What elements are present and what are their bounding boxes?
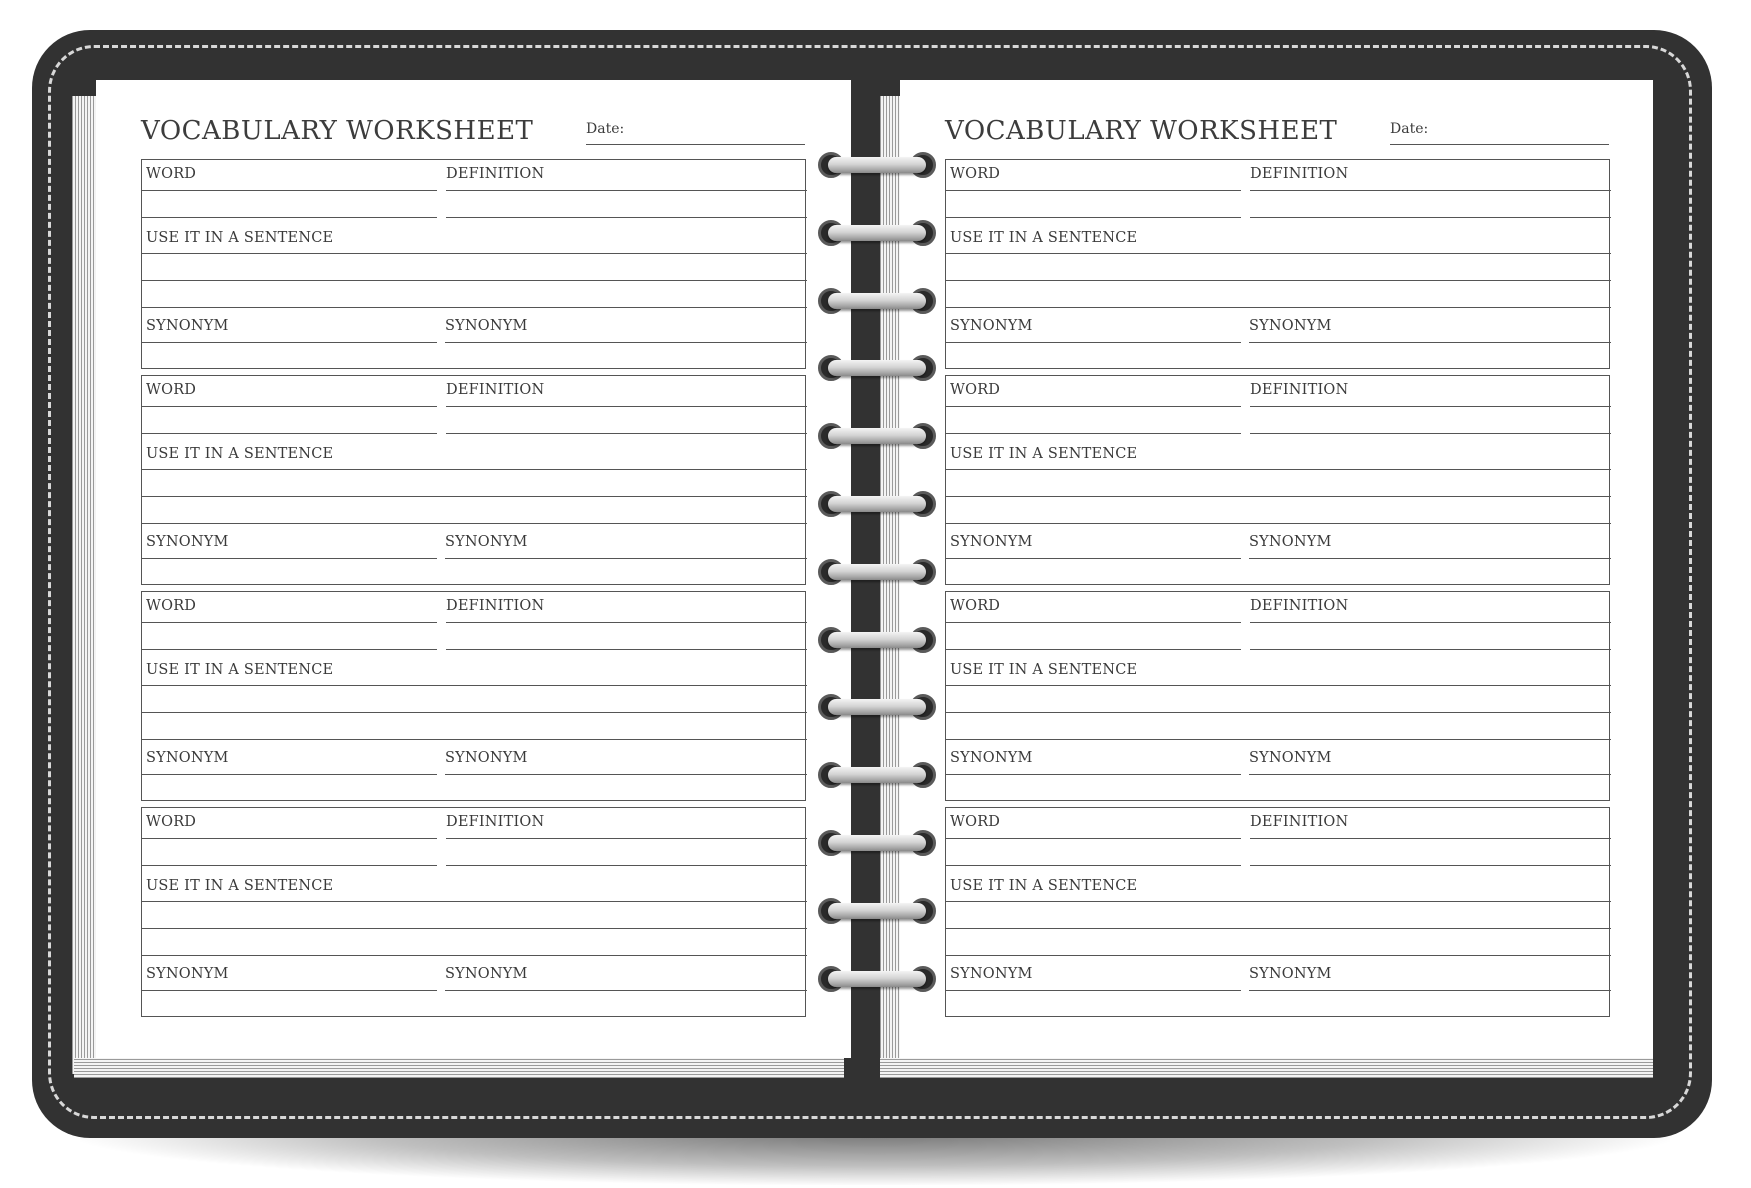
vocab-entry xyxy=(141,159,806,369)
sentence-answer-line[interactable] xyxy=(946,496,1611,497)
sentence-rule[interactable] xyxy=(142,469,807,470)
vocab-entry xyxy=(945,159,1610,369)
definition-label: DEFINITION xyxy=(1250,382,1349,398)
synonym-label: SYNONYM xyxy=(445,750,528,766)
date-label: Date: xyxy=(1390,121,1429,137)
synonym-rule[interactable] xyxy=(946,342,1241,343)
vocab-entry xyxy=(141,807,806,1017)
sentence-label: USE IT IN A SENTENCE xyxy=(950,446,1138,462)
word-label: WORD xyxy=(950,598,1001,614)
definition-rule[interactable] xyxy=(1250,190,1611,191)
definition-answer-line[interactable] xyxy=(1250,217,1611,218)
sentence-label: USE IT IN A SENTENCE xyxy=(146,230,334,246)
sentence-answer-line[interactable] xyxy=(142,955,807,956)
synonym-rule[interactable] xyxy=(946,990,1241,991)
synonym-label: SYNONYM xyxy=(1249,966,1332,982)
synonym-label: SYNONYM xyxy=(1249,750,1332,766)
synonym-label: SYNONYM xyxy=(950,318,1033,334)
ring-wire xyxy=(828,293,926,309)
definition-label: DEFINITION xyxy=(1250,598,1349,614)
sentence-answer-line[interactable] xyxy=(142,928,807,929)
word-rule[interactable] xyxy=(142,190,437,191)
synonym-rule[interactable] xyxy=(142,990,437,991)
word-answer-line[interactable] xyxy=(946,433,1241,434)
vocab-entry xyxy=(945,375,1610,585)
word-rule[interactable] xyxy=(946,406,1241,407)
ring-wire xyxy=(828,157,926,173)
word-label: WORD xyxy=(146,814,197,830)
vocab-entry xyxy=(945,591,1610,801)
definition-answer-line[interactable] xyxy=(1250,649,1611,650)
sentence-label: USE IT IN A SENTENCE xyxy=(146,662,334,678)
binding-ring xyxy=(818,287,936,315)
left-page xyxy=(96,80,851,1058)
sentence-rule[interactable] xyxy=(946,253,1611,254)
synonym-label: SYNONYM xyxy=(950,966,1033,982)
date-label: Date: xyxy=(586,121,625,137)
definition-label: DEFINITION xyxy=(446,382,545,398)
word-rule[interactable] xyxy=(142,622,437,623)
sentence-answer-line[interactable] xyxy=(946,307,1611,308)
synonym-rule[interactable] xyxy=(445,558,807,559)
synonym-rule[interactable] xyxy=(142,774,437,775)
binding-ring xyxy=(818,219,936,247)
word-answer-line[interactable] xyxy=(946,649,1241,650)
word-answer-line[interactable] xyxy=(142,649,437,650)
ring-wire xyxy=(828,632,926,648)
word-rule[interactable] xyxy=(946,838,1241,839)
ring-wire xyxy=(828,428,926,444)
definition-answer-line[interactable] xyxy=(446,433,807,434)
definition-rule[interactable] xyxy=(446,838,807,839)
definition-label: DEFINITION xyxy=(446,814,545,830)
ring-wire xyxy=(828,360,926,376)
sentence-answer-line[interactable] xyxy=(946,955,1611,956)
synonym-rule[interactable] xyxy=(1249,774,1611,775)
left-page-stack-edge xyxy=(72,96,96,1074)
sentence-rule[interactable] xyxy=(142,253,807,254)
word-answer-line[interactable] xyxy=(142,433,437,434)
word-label: WORD xyxy=(950,814,1001,830)
sentence-answer-line[interactable] xyxy=(142,523,807,524)
ring-wire xyxy=(828,835,926,851)
sentence-answer-line[interactable] xyxy=(946,523,1611,524)
synonym-label: SYNONYM xyxy=(1249,534,1332,550)
vocab-entry xyxy=(141,375,806,585)
sentence-label: USE IT IN A SENTENCE xyxy=(950,662,1138,678)
sentence-rule[interactable] xyxy=(946,901,1611,902)
word-label: WORD xyxy=(146,166,197,182)
synonym-rule[interactable] xyxy=(946,774,1241,775)
synonym-rule[interactable] xyxy=(946,558,1241,559)
synonym-label: SYNONYM xyxy=(445,966,528,982)
sentence-rule[interactable] xyxy=(946,685,1611,686)
sentence-label: USE IT IN A SENTENCE xyxy=(950,878,1138,894)
word-label: WORD xyxy=(146,382,197,398)
synonym-rule[interactable] xyxy=(1249,558,1611,559)
sentence-answer-line[interactable] xyxy=(946,739,1611,740)
synonym-rule[interactable] xyxy=(142,558,437,559)
definition-answer-line[interactable] xyxy=(1250,433,1611,434)
ring-wire xyxy=(828,225,926,241)
definition-rule[interactable] xyxy=(446,406,807,407)
synonym-label: SYNONYM xyxy=(146,534,229,550)
word-label: WORD xyxy=(146,598,197,614)
binding-ring xyxy=(818,558,936,586)
definition-rule[interactable] xyxy=(446,622,807,623)
word-rule[interactable] xyxy=(142,838,437,839)
sentence-answer-line[interactable] xyxy=(946,712,1611,713)
sentence-answer-line[interactable] xyxy=(142,307,807,308)
ring-wire xyxy=(828,903,926,919)
definition-label: DEFINITION xyxy=(446,598,545,614)
ring-wire xyxy=(828,496,926,512)
binding-ring xyxy=(818,626,936,654)
right-page xyxy=(900,80,1653,1058)
synonym-label: SYNONYM xyxy=(146,318,229,334)
synonym-label: SYNONYM xyxy=(146,966,229,982)
binding-ring xyxy=(818,490,936,518)
word-answer-line[interactable] xyxy=(142,217,437,218)
ring-wire xyxy=(828,971,926,987)
synonym-label: SYNONYM xyxy=(1249,318,1332,334)
binding-ring xyxy=(818,965,936,993)
word-label: WORD xyxy=(950,382,1001,398)
right-page-stack-bottom xyxy=(880,1058,1653,1078)
binding-ring xyxy=(818,829,936,857)
synonym-rule[interactable] xyxy=(445,774,807,775)
sentence-answer-line[interactable] xyxy=(142,496,807,497)
definition-answer-line[interactable] xyxy=(1250,865,1611,866)
sentence-label: USE IT IN A SENTENCE xyxy=(146,446,334,462)
definition-rule[interactable] xyxy=(1250,406,1611,407)
word-answer-line[interactable] xyxy=(946,865,1241,866)
ring-wire xyxy=(828,564,926,580)
synonym-rule[interactable] xyxy=(142,342,437,343)
word-answer-line[interactable] xyxy=(142,865,437,866)
left-page-stack-bottom xyxy=(74,1058,844,1078)
word-rule[interactable] xyxy=(142,406,437,407)
synonym-label: SYNONYM xyxy=(950,534,1033,550)
date-field[interactable] xyxy=(1390,144,1609,145)
sentence-answer-line[interactable] xyxy=(142,739,807,740)
word-label: WORD xyxy=(950,166,1001,182)
synonym-label: SYNONYM xyxy=(146,750,229,766)
definition-answer-line[interactable] xyxy=(446,217,807,218)
synonym-rule[interactable] xyxy=(1249,342,1611,343)
sentence-label: USE IT IN A SENTENCE xyxy=(146,878,334,894)
binding-ring xyxy=(818,761,936,789)
definition-rule[interactable] xyxy=(1250,838,1611,839)
ring-wire xyxy=(828,699,926,715)
ring-wire xyxy=(828,767,926,783)
binding-ring xyxy=(818,422,936,450)
synonym-rule[interactable] xyxy=(445,342,807,343)
worksheet-title: VOCABULARY WORKSHEET xyxy=(945,116,1338,146)
synonym-label: SYNONYM xyxy=(950,750,1033,766)
word-answer-line[interactable] xyxy=(946,217,1241,218)
worksheet-title: VOCABULARY WORKSHEET xyxy=(141,116,534,146)
vocab-entry xyxy=(945,807,1610,1017)
definition-label: DEFINITION xyxy=(1250,814,1349,830)
synonym-rule[interactable] xyxy=(445,990,807,991)
sentence-label: USE IT IN A SENTENCE xyxy=(950,230,1138,246)
sentence-rule[interactable] xyxy=(142,685,807,686)
vocab-entry xyxy=(141,591,806,801)
sentence-answer-line[interactable] xyxy=(946,928,1611,929)
binding-ring xyxy=(818,693,936,721)
binding-ring xyxy=(818,354,936,382)
definition-label: DEFINITION xyxy=(1250,166,1349,182)
definition-label: DEFINITION xyxy=(446,166,545,182)
word-rule[interactable] xyxy=(946,190,1241,191)
sentence-rule[interactable] xyxy=(946,469,1611,470)
word-rule[interactable] xyxy=(946,622,1241,623)
date-field[interactable] xyxy=(586,144,805,145)
synonym-rule[interactable] xyxy=(1249,990,1611,991)
binding-ring xyxy=(818,151,936,179)
sentence-answer-line[interactable] xyxy=(142,712,807,713)
definition-answer-line[interactable] xyxy=(446,649,807,650)
definition-answer-line[interactable] xyxy=(446,865,807,866)
definition-rule[interactable] xyxy=(446,190,807,191)
sentence-answer-line[interactable] xyxy=(142,280,807,281)
definition-rule[interactable] xyxy=(1250,622,1611,623)
synonym-label: SYNONYM xyxy=(445,318,528,334)
binding-ring xyxy=(818,897,936,925)
sentence-rule[interactable] xyxy=(142,901,807,902)
sentence-answer-line[interactable] xyxy=(946,280,1611,281)
synonym-label: SYNONYM xyxy=(445,534,528,550)
